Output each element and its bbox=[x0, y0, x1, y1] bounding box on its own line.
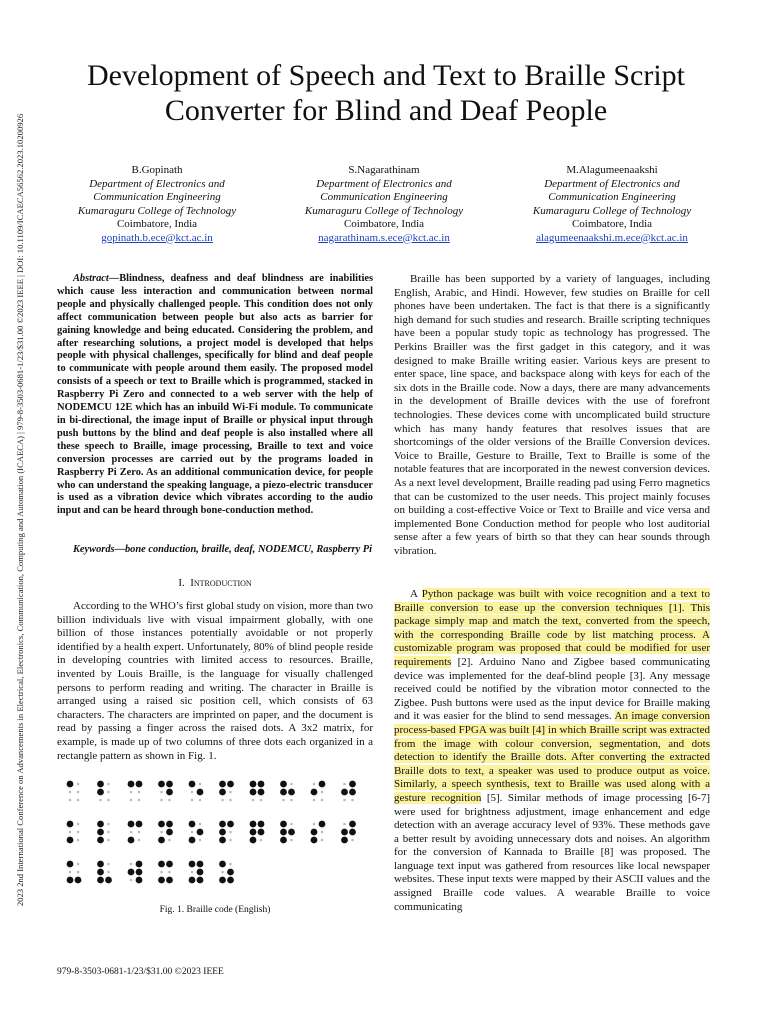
braille-dot-flat bbox=[290, 799, 293, 802]
author-dept-line2: Communication Engineering bbox=[548, 191, 676, 203]
braille-dot-raised bbox=[166, 877, 173, 884]
braille-dot-raised bbox=[227, 877, 234, 884]
braille-dot-raised bbox=[136, 869, 143, 876]
braille-dot-flat bbox=[191, 791, 194, 794]
braille-dot-flat bbox=[168, 839, 171, 842]
braille-dot-raised bbox=[319, 821, 326, 828]
braille-dot-raised bbox=[280, 781, 287, 788]
braille-dot-flat bbox=[107, 839, 110, 842]
braille-dot-raised bbox=[189, 821, 196, 828]
braille-dot-raised bbox=[97, 781, 104, 788]
braille-dot-flat bbox=[321, 839, 324, 842]
braille-dot-flat bbox=[130, 791, 133, 794]
braille-dot-raised bbox=[319, 781, 326, 788]
braille-dot-raised bbox=[250, 829, 257, 836]
braille-dot-flat bbox=[351, 839, 354, 842]
braille-dot-raised bbox=[250, 837, 257, 844]
braille-dot-raised bbox=[166, 829, 173, 836]
braille-dot-raised bbox=[97, 789, 104, 796]
braille-dot-flat bbox=[138, 831, 141, 834]
braille-dot-raised bbox=[97, 869, 104, 876]
braille-dot-raised bbox=[219, 781, 226, 788]
page-footer: 979-8-3503-0681-1/23/$31.00 ©2023 IEEE bbox=[57, 967, 224, 977]
braille-dot-raised bbox=[136, 861, 143, 868]
braille-dot-raised bbox=[128, 837, 135, 844]
abstract-text: —Blindness, deafness and deaf blindness are inabilities which cause less interaction and communication between normal people and physically challenged people. This condition does not only affect communication between people but also acts as barrier for gaining knowledge and being educated. Considering the problem, and after researching solutions, a project model is developed that helps people with physical challenges, specifically for blind and deaf people to communicate with people around them easily. The proposed model consists of a speech or text to Braille which is programmed, stacked in Raspberry Pi Zero and connected to a web server with the help of NODEMCU 12E which has an inbuild Wi-Fi module. To communicate in bi-directional, the image input of Braille or physical input through push buttons by the blind and deaf people is also installed where all these speech to Braille, image processing, Braille to text and voice conversion processes are carried out by the programs loaded in Raspberry Pi Zero. As an additional communication device, for people who can understand the speaking language, a piezo-electric transducer is used as a vibration device which vibrates according to the audio input and can be heard through bone-conduction method. bbox=[57, 273, 373, 517]
braille-dot-raised bbox=[280, 837, 287, 844]
braille-dot-raised bbox=[128, 781, 135, 788]
braille-dot-flat bbox=[191, 871, 194, 874]
braille-dot-flat bbox=[69, 799, 72, 802]
author-college: Kumaraguru College of Technology bbox=[304, 204, 464, 217]
braille-dot-raised bbox=[311, 837, 318, 844]
braille-dot-flat bbox=[221, 871, 224, 874]
author-college: Kumaraguru College of Technology bbox=[77, 204, 237, 217]
braille-dot-raised bbox=[67, 877, 74, 884]
braille-dot-flat bbox=[138, 839, 141, 842]
keywords bbox=[57, 544, 373, 557]
braille-dot-flat bbox=[252, 799, 255, 802]
braille-dot-raised bbox=[189, 877, 196, 884]
figure-caption: Fig. 1. Braille code (English) bbox=[159, 905, 271, 915]
braille-dot-raised bbox=[97, 829, 104, 836]
braille-dot-raised bbox=[258, 829, 265, 836]
highlighted-text: An image conversion process-based FPGA was built [4] in which Braille script was extracted from the image with colour conversion, segmentation, and dots detection to identify the Braille dots. After converting the extracted Braille dots to text, a speaker was used to produce output as voice. Similarly, a speech synthesis, text to Braille was used along with a gesture recognition bbox=[394, 710, 710, 804]
braille-dot-raised bbox=[219, 821, 226, 828]
section-number: I. bbox=[178, 577, 185, 589]
braille-dot-flat bbox=[130, 799, 133, 802]
author-name: S.Nagarathinam bbox=[348, 164, 420, 176]
braille-dot-raised bbox=[227, 781, 234, 788]
braille-dot-raised bbox=[158, 861, 165, 868]
braille-dot-flat bbox=[77, 823, 80, 826]
braille-dot-raised bbox=[341, 829, 348, 836]
braille-dot-flat bbox=[77, 839, 80, 842]
braille-dot-flat bbox=[138, 791, 141, 794]
author-name: M.Alagumeenaakshi bbox=[566, 164, 658, 176]
braille-dot-flat bbox=[130, 863, 133, 866]
braille-dot-raised bbox=[311, 829, 318, 836]
braille-dot-raised bbox=[67, 861, 74, 868]
braille-dot-flat bbox=[313, 799, 316, 802]
braille-dot-flat bbox=[313, 783, 316, 786]
braille-dot-flat bbox=[107, 791, 110, 794]
braille-dot-flat bbox=[107, 831, 110, 834]
abstract bbox=[57, 273, 373, 518]
section-title: Introduction bbox=[190, 577, 252, 589]
braille-dot-flat bbox=[290, 783, 293, 786]
braille-dot-raised bbox=[166, 821, 173, 828]
braille-dot-raised bbox=[67, 821, 74, 828]
doi-sidebar bbox=[12, 60, 28, 960]
braille-dot-raised bbox=[250, 781, 257, 788]
braille-dot-raised bbox=[97, 837, 104, 844]
braille-dot-flat bbox=[229, 863, 232, 866]
right-paragraph-1 bbox=[394, 273, 710, 558]
braille-dot-raised bbox=[166, 861, 173, 868]
author-city: Coimbatore, India bbox=[343, 218, 425, 230]
braille-dot-raised bbox=[288, 829, 295, 836]
braille-dot-flat bbox=[69, 791, 72, 794]
braille-dot-flat bbox=[260, 799, 263, 802]
braille-dot-raised bbox=[219, 789, 226, 796]
braille-dot-flat bbox=[77, 799, 80, 802]
braille-dot-flat bbox=[199, 799, 202, 802]
author-name: B.Gopinath bbox=[131, 164, 183, 176]
braille-dot-raised bbox=[158, 821, 165, 828]
braille-dot-flat bbox=[321, 831, 324, 834]
braille-dot-flat bbox=[77, 863, 80, 866]
braille-dot-flat bbox=[229, 799, 232, 802]
braille-dot-raised bbox=[128, 821, 135, 828]
braille-dot-flat bbox=[229, 831, 232, 834]
author-city: Coimbatore, India bbox=[571, 218, 653, 230]
author-block-3 bbox=[502, 164, 722, 245]
braille-dot-raised bbox=[349, 789, 356, 796]
para2-text: [2]. Arduino Nano and Zigbee based communicating device was implemented for the deaf-blind people [3]. Any message received could be notified by the vibration motor connected to the Zigbee. Push buttons were used as the input device for Braille making and it was easier for the blind to send messages. bbox=[394, 655, 710, 723]
braille-dot-raised bbox=[258, 781, 265, 788]
braille-dot-raised bbox=[280, 821, 287, 828]
braille-dot-raised bbox=[258, 821, 265, 828]
braille-dot-raised bbox=[136, 877, 143, 884]
section-heading bbox=[57, 577, 373, 589]
braille-dot-flat bbox=[160, 871, 163, 874]
braille-dot-flat bbox=[130, 879, 133, 882]
braille-dot-flat bbox=[107, 799, 110, 802]
author-email-link[interactable]: nagarathinam.s.ece@kct.ac.in bbox=[318, 231, 450, 244]
author-block-1 bbox=[47, 164, 267, 245]
braille-dot-raised bbox=[158, 781, 165, 788]
braille-dot-raised bbox=[349, 781, 356, 788]
braille-dot-raised bbox=[288, 789, 295, 796]
braille-dot-raised bbox=[341, 789, 348, 796]
braille-dot-flat bbox=[290, 823, 293, 826]
braille-dot-raised bbox=[97, 861, 104, 868]
author-city: Coimbatore, India bbox=[116, 218, 198, 230]
braille-dot-flat bbox=[138, 799, 141, 802]
braille-dot-raised bbox=[197, 789, 204, 796]
keywords-text: Keywords—bone conduction, braille, deaf, NODEMCU, Raspberry Pi bbox=[73, 544, 373, 555]
author-dept-line2: Communication Engineering bbox=[320, 191, 448, 203]
braille-dot-raised bbox=[219, 829, 226, 836]
braille-dot-flat bbox=[130, 831, 133, 834]
author-dept-line1: Department of Electronics and bbox=[89, 177, 225, 190]
intro-paragraph bbox=[57, 600, 373, 763]
braille-dot-flat bbox=[160, 791, 163, 794]
braille-dot-flat bbox=[351, 799, 354, 802]
braille-dot-raised bbox=[258, 789, 265, 796]
braille-dot-raised bbox=[158, 877, 165, 884]
braille-dot-raised bbox=[97, 821, 104, 828]
braille-dot-flat bbox=[229, 839, 232, 842]
braille-dot-flat bbox=[77, 871, 80, 874]
para2-text: [5]. Similar methods of image processing [6-7] were used for brightness adjustment, image enhancement and edge detection with an average accuracy level of 93%. These methods gave a better result by avoiding unnecessary dots and noises. An algorithm for the conversion of Kannada to Braille [8] was proposed. The language text input was gathered from resources like local newspaper websites. These input texts were mapped by their ASCII values and the assigned Braille code values. A wearable Braille to voice communicating bbox=[394, 791, 710, 913]
braille-dot-raised bbox=[227, 821, 234, 828]
braille-dot-flat bbox=[260, 839, 263, 842]
braille-dot-flat bbox=[99, 799, 102, 802]
braille-dot-flat bbox=[199, 783, 202, 786]
braille-dot-raised bbox=[227, 869, 234, 876]
braille-dot-raised bbox=[158, 837, 165, 844]
author-dept-line2: Communication Engineering bbox=[93, 191, 221, 203]
intro-text: According to the WHO’s first global study on vision, more than two billion individuals live with visual impairment globally, with one billion of those instances potentially avoidable or not properly identified by a health expert. Unfortunately, 80% of blind people reside in developing countries with limited access to resources. Braille, invented by Louis Braille, is the language for visually challenged persons to perform reading and writing. The character in Braille is arranged using a raised sic position cell, which consists of 63 characters. The characters are imprinted on paper, and the document is read by passing a finger across the raised dots. A 3x2 matrix, for example, is made up of two columns of three dots each organized in a rectangle pattern as shown in Fig. 1. bbox=[57, 600, 373, 762]
braille-dot-flat bbox=[321, 799, 324, 802]
braille-dot-flat bbox=[77, 791, 80, 794]
braille-dot-raised bbox=[250, 789, 257, 796]
braille-dot-flat bbox=[221, 799, 224, 802]
braille-dot-raised bbox=[189, 781, 196, 788]
braille-dot-raised bbox=[128, 869, 135, 876]
braille-dot-flat bbox=[168, 871, 171, 874]
braille-dot-raised bbox=[189, 837, 196, 844]
braille-dot-flat bbox=[282, 799, 285, 802]
braille-dot-raised bbox=[219, 877, 226, 884]
braille-dot-flat bbox=[199, 823, 202, 826]
author-email-link[interactable]: gopinath.b.ece@kct.ac.in bbox=[101, 231, 213, 244]
braille-dot-flat bbox=[77, 783, 80, 786]
braille-dot-flat bbox=[168, 799, 171, 802]
braille-dot-flat bbox=[160, 831, 163, 834]
braille-dot-flat bbox=[191, 799, 194, 802]
right-paragraph-1-text: Braille has been supported by a variety of languages, including English, Arabic, and Hindi. However, few studies on Braille for cell phones have been undertaken. The fact is that there is a significantly high demand for such studies and research. Braille scripting techniques have been a popular study topic as technology has progressed. The Perkins Brailler was the first gadget in this category, and it was designed to make Braille writing easier. Various keys are present to enter space, line space, and backspace along with keys for each of the six dots in the Braille code. Now a days, there are many advancements in the development of Braille devices with the use of forefront technologies. These devices come with uncomplicated build structure which has many handy features that resolves issues that are shortcomings of the older versions of the Braille Conversion devices. Voice to Braille, Gesture to Braille, Text to Braille is some of the notable features that are incorporated in the newest conversion devices. As a next level development, Braille reading pad using Ferro magnetics that can be customized to the user needs. This project mainly focuses on building a cost-effective Voice or Text to Braille and vice versa and implemented Bone Conduction method for people who lost auditorial sense after a few years of birth so that they can hear sounds through vibration. bbox=[394, 273, 710, 557]
braille-dot-raised bbox=[280, 829, 287, 836]
braille-dot-raised bbox=[197, 869, 204, 876]
braille-dot-flat bbox=[343, 783, 346, 786]
braille-dot-raised bbox=[219, 861, 226, 868]
paper-title: Development of Speech and Text to Braille Script Converter for Blind and Deaf People bbox=[86, 59, 686, 127]
braille-dot-raised bbox=[67, 837, 74, 844]
author-dept-line1: Department of Electronics and bbox=[316, 177, 452, 190]
braille-dot-flat bbox=[160, 799, 163, 802]
braille-dot-raised bbox=[349, 821, 356, 828]
braille-dot-flat bbox=[290, 839, 293, 842]
braille-dot-raised bbox=[250, 821, 257, 828]
braille-dot-flat bbox=[69, 831, 72, 834]
braille-dot-flat bbox=[107, 871, 110, 874]
braille-dot-raised bbox=[166, 781, 173, 788]
braille-dot-raised bbox=[197, 829, 204, 836]
para2-lead: A bbox=[410, 588, 422, 600]
braille-dot-flat bbox=[343, 823, 346, 826]
doi-sidebar-text: 2023 2nd International Conference on Advancements in Electrical, Electronics, Communication, Computing and Automation (ICAECA) | 979-8-3503-0681-1/23/$31.00 ©2023 IEEE | DOI: 10.1109/ICAECA56562.2023.10200926 bbox=[15, 113, 25, 907]
braille-dot-raised bbox=[189, 861, 196, 868]
braille-dot-raised bbox=[105, 877, 112, 884]
highlighted-text: Python package was built with voice recognition and a text to Braille conversion to ease up the conversion techniques [1]. This package simply map and match the text, converted from the speech, with the corresponding Braille code by list matching process. A customizable program was proposed that could be modified for user requirements bbox=[394, 588, 710, 668]
braille-code-figure bbox=[62, 776, 368, 900]
braille-dot-raised bbox=[280, 789, 287, 796]
braille-dot-flat bbox=[321, 791, 324, 794]
braille-dot-flat bbox=[107, 783, 110, 786]
braille-dot-raised bbox=[136, 781, 143, 788]
braille-dot-flat bbox=[313, 823, 316, 826]
braille-dot-flat bbox=[107, 863, 110, 866]
braille-dot-flat bbox=[343, 799, 346, 802]
braille-dot-flat bbox=[229, 791, 232, 794]
braille-dot-flat bbox=[107, 823, 110, 826]
abstract-label: Abstract bbox=[73, 273, 109, 284]
braille-dot-raised bbox=[341, 837, 348, 844]
right-paragraph-2 bbox=[394, 588, 710, 914]
author-dept-line1: Department of Electronics and bbox=[544, 177, 680, 190]
braille-dot-raised bbox=[197, 877, 204, 884]
braille-dot-raised bbox=[219, 837, 226, 844]
braille-dot-raised bbox=[136, 821, 143, 828]
braille-dot-flat bbox=[199, 839, 202, 842]
braille-dot-raised bbox=[67, 781, 74, 788]
author-block-2 bbox=[274, 164, 494, 245]
braille-dot-raised bbox=[97, 877, 104, 884]
braille-dot-flat bbox=[69, 871, 72, 874]
braille-dot-raised bbox=[197, 861, 204, 868]
braille-dot-raised bbox=[311, 789, 318, 796]
braille-dot-raised bbox=[75, 877, 82, 884]
braille-dot-raised bbox=[166, 789, 173, 796]
braille-dot-raised bbox=[349, 829, 356, 836]
braille-dot-flat bbox=[191, 831, 194, 834]
braille-dot-flat bbox=[77, 831, 80, 834]
author-email-link[interactable]: alagumeenaakshi.m.ece@kct.ac.in bbox=[536, 231, 688, 244]
author-college: Kumaraguru College of Technology bbox=[532, 204, 692, 217]
